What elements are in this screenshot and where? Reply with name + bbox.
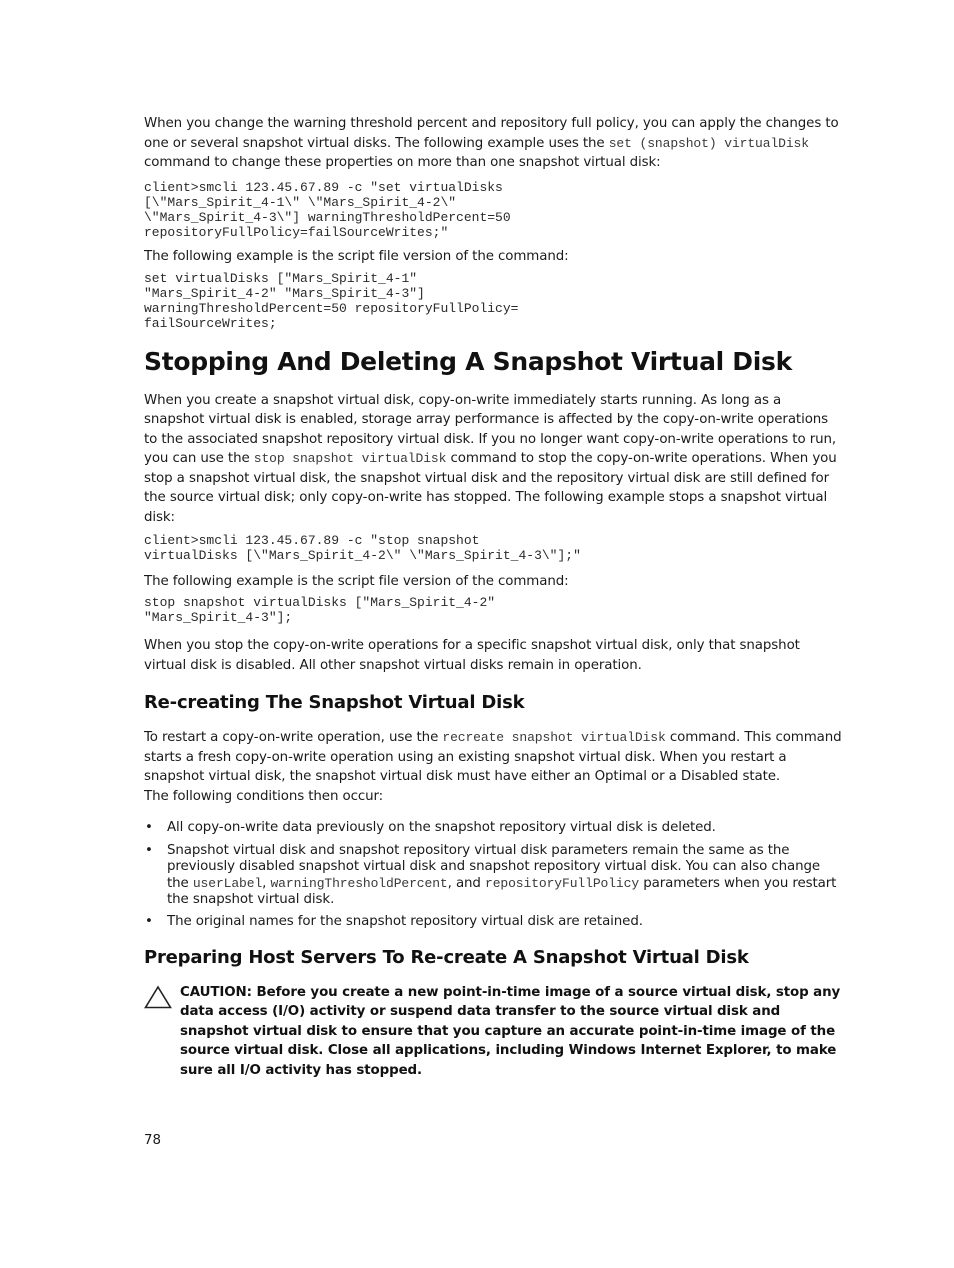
page-content: [144, 114, 842, 1080]
inline-code-recreate-snapshot: recreate snapshot virtualDisk: [442, 730, 666, 746]
bullet-glyph: •: [145, 842, 153, 858]
condition-text: Snapshot virtual disk and snapshot repository virtual disk parameters remain the same as the previously disabled snapshot virtual disk and snapshot repository virtual disk. You can also change the: [167, 842, 821, 891]
inline-code-set-snapshot: set (snapshot) virtualDisk: [608, 135, 809, 151]
recreating-text-b: command. This command starts a fresh copy-on-write operation using an existing snapshot virtual disk. When you restart a snapshot virtual disk, the snapshot virtual disk must have either an Optimal or a Disabled state.: [144, 730, 842, 785]
list-item: [144, 914, 842, 930]
intro-text-a: When you change the warning threshold percent and repository full policy, you can apply the changes to one or several snapshot virtual disks. The following example uses the: [144, 116, 839, 151]
intro-text-b: command to change these properties on more than one snapshot virtual disk:: [144, 155, 661, 170]
recreating-paragraph: [144, 728, 842, 787]
condition-text: All copy-on-write data previously on the snapshot repository virtual disk is deleted.: [167, 820, 716, 836]
caution-text: CAUTION: Before you create a new point-in-time image of a source virtual disk, stop any data access (I/O) activity or suspend data transfer to the source virtual disk and snapshot virtual disk to ensure that you capture an accurate point-in-time image of the source virtual disk. Close all applications, including Windows Internet Explorer, to make sure all I/O activity has stopped.: [180, 984, 841, 1078]
bullet-glyph: •: [145, 820, 153, 836]
list-item: [144, 820, 842, 836]
caution-notice: [144, 983, 842, 1081]
inline-code-repository-policy: repositoryFullPolicy: [485, 875, 640, 891]
script-version-note: The following example is the script file version of the command:: [144, 249, 569, 265]
stopping-paragraph: [144, 391, 842, 528]
code-example-smcli-stop: client>smcli 123.45.67.89 -c "stop snapshot virtualDisks [\"Mars_Spirit_4-2\" \"Mars_Spirit_4-3\"];": [144, 533, 581, 564]
conditions-intro: The following conditions then occur:: [144, 788, 384, 804]
stopping-script-note: The following example is the script file version of the command:: [144, 573, 569, 589]
stopping-text-b: command to stop the copy-on-write operations. When you stop a snapshot virtual disk, the snapshot virtual disk and the repository virtual disk are still defined for the source virtual disk; only copy-on-write has stopped. The following example stops a snapshot virtual disk:: [144, 451, 837, 525]
condition-text: parameters when you restart the snapshot virtual disk.: [167, 875, 837, 908]
recreating-text-a: To restart a copy-on-write operation, use the: [144, 730, 443, 746]
stopping-text-a: When you create a snapshot virtual disk, copy-on-write immediately starts running. As long as a snapshot virtual disk is enabled, storage array performance is affected by the copy-on-write operations to the associated snapshot repository virtual disk. If you no longer want copy-on-write operations to run, you can use the: [144, 392, 837, 467]
separator-text: , and: [447, 875, 485, 891]
section-heading-stopping: Stopping And Deleting A Snapshot Virtual Disk: [144, 346, 792, 376]
inline-code-stop-snapshot: stop snapshot virtualDisk: [253, 451, 447, 467]
warning-triangle-icon: [144, 985, 172, 1009]
list-item: [144, 843, 842, 909]
intro-paragraph: [144, 114, 842, 173]
inline-code-warning-threshold: warningThresholdPercent: [270, 875, 448, 891]
subheading-preparing: Preparing Host Servers To Re-create A Snapshot Virtual Disk: [144, 946, 749, 968]
code-example-script-set: set virtualDisks ["Mars_Spirit_4-1" "Mars_Spirit_4-2" "Mars_Spirit_4-3"] warningThresholdPercent=50 repositoryFullPolicy= failSourceWrites;: [144, 270, 519, 332]
subheading-recreating: Re-creating The Snapshot Virtual Disk: [144, 692, 525, 714]
code-example-script-stop: stop snapshot virtualDisks ["Mars_Spirit_4-2" "Mars_Spirit_4-3"];: [144, 595, 496, 626]
separator-text: ,: [262, 875, 271, 891]
bullet-glyph: •: [145, 914, 153, 930]
code-example-smcli-set: client>smcli 123.45.67.89 -c "set virtualDisks [\"Mars_Spirit_4-1\" \"Mars_Spirit_4-2\" \"Mars_Spirit_4-3\"] warningThresholdPercent=50 repositoryFullPolicy=failSourceWrites;": [144, 179, 511, 241]
condition-text: The original names for the snapshot repository virtual disk are retained.: [167, 914, 643, 930]
conditions-list: [144, 820, 842, 930]
stopping-closing-paragraph: When you stop the copy-on-write operations for a specific snapshot virtual disk, only that snapshot virtual disk is disabled. All other snapshot virtual disks remain in operation.: [144, 638, 800, 673]
inline-code-userlabel: userLabel: [192, 875, 263, 891]
page-number: 78: [144, 1133, 162, 1148]
